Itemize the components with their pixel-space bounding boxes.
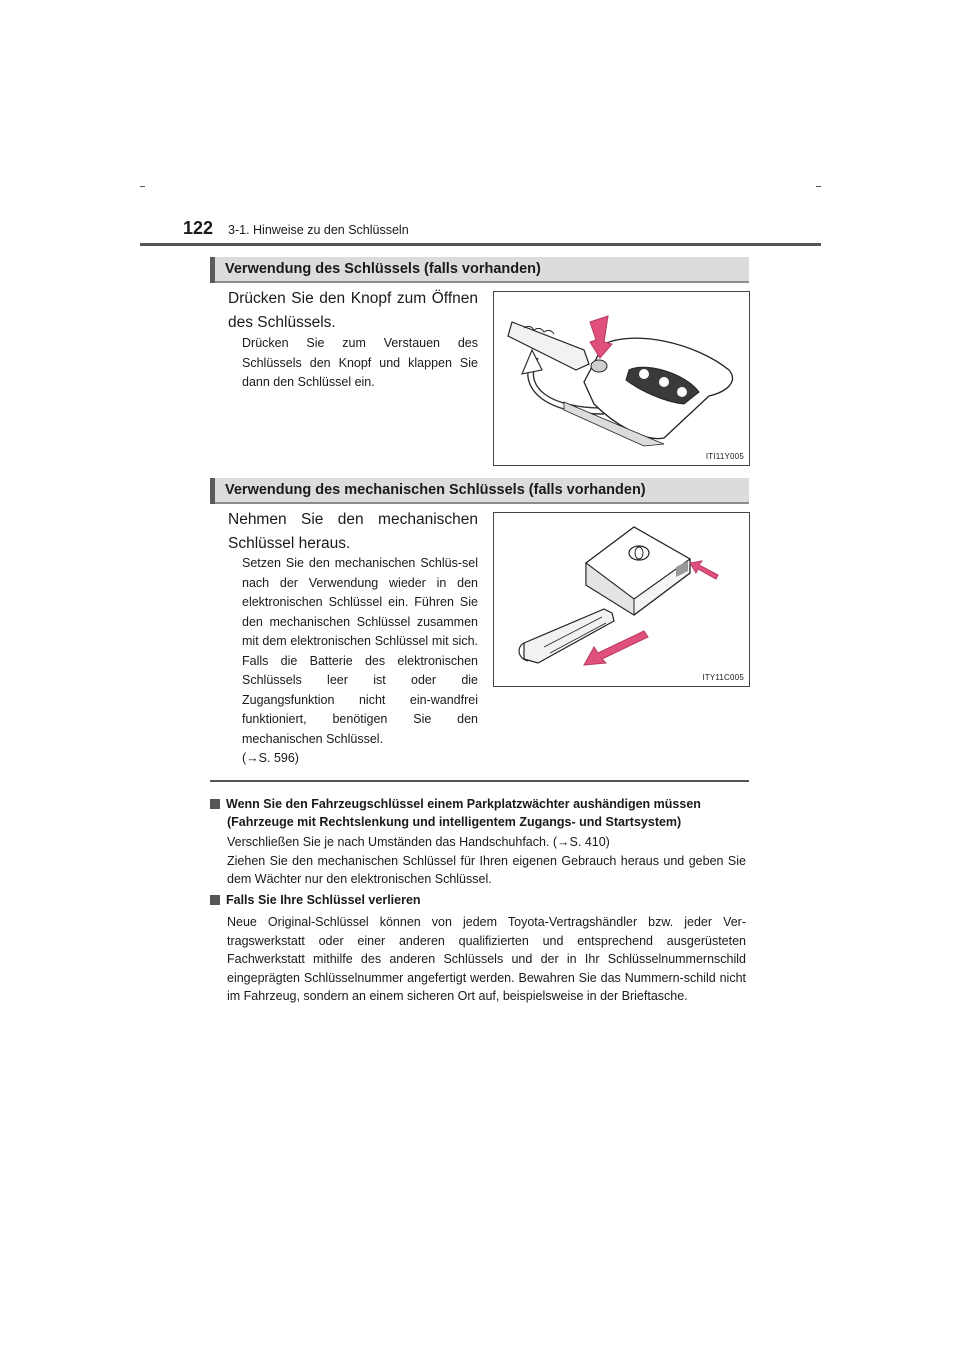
section2-subtext xyxy=(242,554,478,769)
section1-lead xyxy=(228,287,478,335)
section-accent xyxy=(210,257,215,283)
figure-code: ITI11Y005 xyxy=(705,452,744,461)
section-heading-mechanical-key xyxy=(210,478,749,504)
lead-line: Drücken Sie den Knopf zum Öffnen xyxy=(228,290,478,307)
lead-line: Nehmen Sie den mechanischen xyxy=(228,511,478,528)
section2-lead xyxy=(228,508,478,556)
page-number: 122 xyxy=(183,218,214,238)
page-reference: (→S. 596) xyxy=(242,751,299,765)
figure-code: ITY11C005 xyxy=(702,673,744,682)
lead-line: des Schlüssels. xyxy=(228,314,336,331)
chapter-title: 3-1. Hinweise zu den Schlüsseln xyxy=(228,223,409,237)
note-heading-lost-keys xyxy=(210,891,749,909)
lead-line: Schlüssel heraus. xyxy=(228,535,351,552)
square-bullet-icon xyxy=(210,799,220,809)
section-accent xyxy=(210,478,215,504)
section1-subtext: Drücken Sie zum Verstauen des Schlüssels den Knopf und klappen Sie dann den Schlüssel ein. xyxy=(242,336,478,389)
mechanical-key-removal-illustration xyxy=(493,512,750,687)
note-heading-line: Wenn Sie den Fahrzeugschlüssel einem Parkplatzwächter aushändigen müssen xyxy=(226,797,701,811)
section-title: Verwendung des mechanischen Schlüssels (falls vorhanden) xyxy=(225,482,646,498)
note-heading-valet xyxy=(210,795,749,831)
note-paragraph: Ziehen Sie den mechanischen Schlüssel für Ihren eigenen Gebrauch heraus und geben Sie dem Wächter nur den elektronischen Schlüssel. xyxy=(227,853,746,886)
note-paragraph: Verschließen Sie je nach Umständen das Handschuhfach. (→S. 410) xyxy=(227,835,610,849)
crop-mark-right xyxy=(816,186,821,187)
subtext-body: Setzen Sie den mechanischen Schlüs-sel nach der Verwendung wieder in den elektronischen Schlüssel ein. Führen Sie den mechanischen Schlüssel zusammen mit dem elektronischen Schlüssel mit sich. Falls die Batterie des elektronischen Schlüssels leer ist oder die Zugangsfunktion nicht ein-wandfrei funktioniert, benötigen Sie den mechanischen Schlüssel. xyxy=(242,556,478,746)
note-heading-line: Falls Sie Ihre Schlüssel verlieren xyxy=(226,893,421,907)
section-heading-key xyxy=(210,257,749,283)
header-divider xyxy=(140,243,821,246)
square-bullet-icon xyxy=(210,895,220,905)
note-paragraph: Neue Original-Schlüssel können von jedem Toyota-Vertragshändler bzw. jeder Ver-tragswerkstatt oder einer anderen qualifizierten und entsprechend ausgerüsteten Fachwerkstatt mithilfe des anderen Schlüssels und der in Ihr Schlüsselnummernschild eingeprägten Schlüsselnummer angefertigt werden. Bewahren Sie das Nummern-schild nicht im Fahrzeug, sondern an einem sicheren Ort auf, beispielsweise in der Brieftasche. xyxy=(227,915,746,1003)
notes-divider xyxy=(210,780,749,782)
section-title: Verwendung des Schlüssels (falls vorhanden) xyxy=(225,261,541,277)
key-fold-illustration xyxy=(493,291,750,466)
note-heading-line: (Fahrzeuge mit Rechtslenkung und intelligentem Zugangs- und Startsystem) xyxy=(227,815,682,829)
crop-mark-left xyxy=(140,186,145,187)
note-body-lost-keys xyxy=(227,913,746,1006)
note-body-valet xyxy=(227,833,746,889)
